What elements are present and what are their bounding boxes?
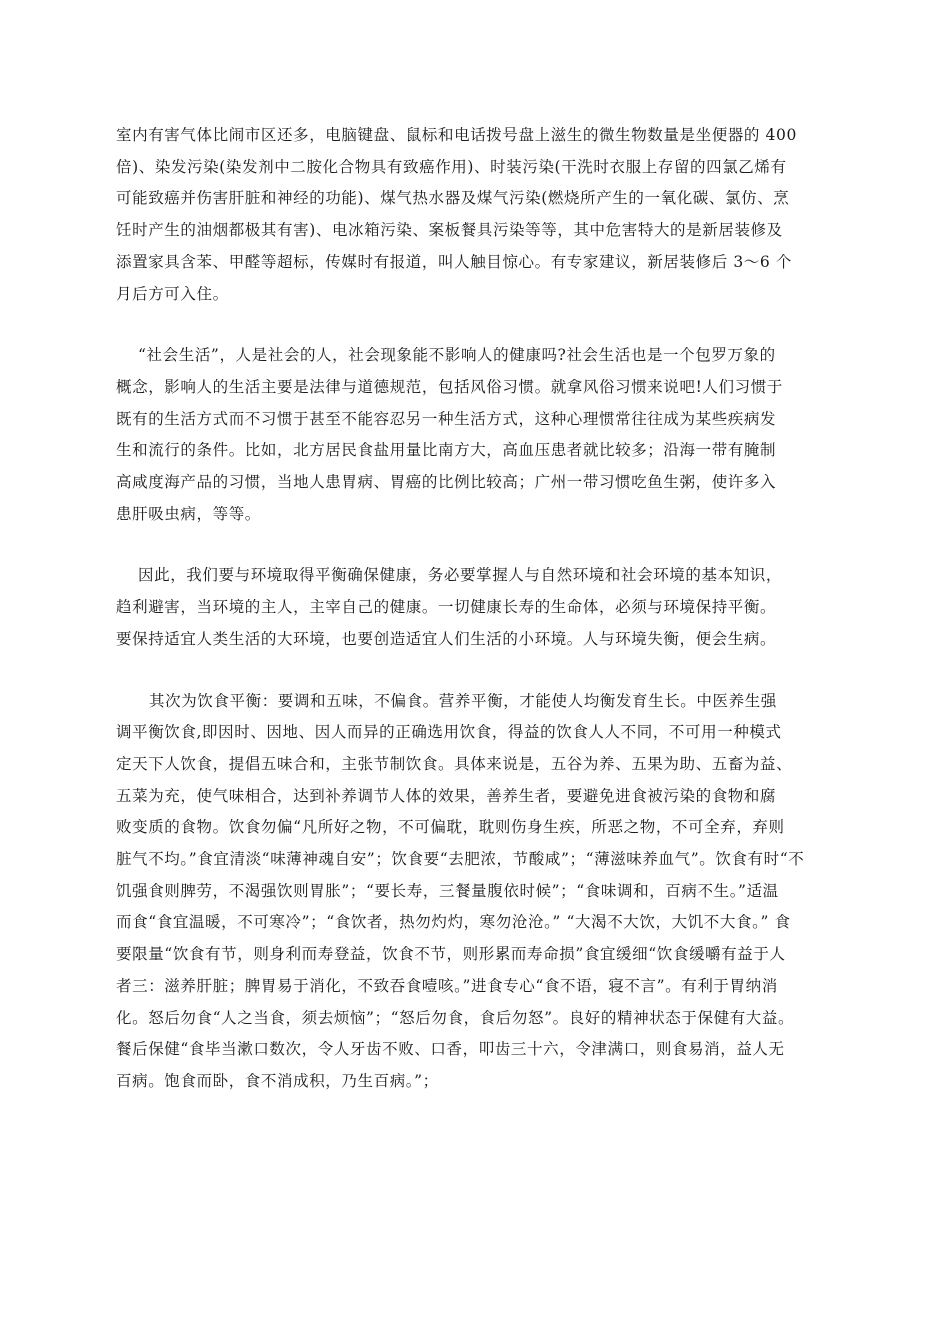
text-line: 败变质的食物。饮食勿偏“凡所好之物，不可偏耽，耽则伤身生疾，所恶之物，不可全弃，弃则: [116, 818, 785, 837]
text-line: 月后方可入住。: [116, 284, 229, 303]
text-line: 患肝吸虫病，等等。: [116, 504, 261, 523]
paragraph-gap: [116, 310, 808, 340]
text-line: 既有的生活方式而不习惯于甚至不能容忍另一种生活方式，这种心理惯常往往成为某些疾病发: [116, 409, 777, 428]
text-line: 脏气不均。”食宜清淡“味薄神魂自安”；饮食要“去肥浓，节酸咸”；“薄滋味养血气”。饮食有时“不: [116, 850, 805, 869]
text-line: 化。怒后勿食“人之当食，须去烦恼”；“怒后勿食，食后勿怒”。良好的精神状态于保健有大益。: [116, 1008, 795, 1027]
text-line: 五菜为充，使气味相合，达到补养调节人体的效果，善养生者，要避免进食被污染的食物和腐: [116, 786, 777, 805]
text-line: 高咸度海产品的习惯，当地人患胃病、胃癌的比例比较高；广州一带习惯吃鱼生粥，使许多入: [116, 473, 777, 492]
text-line: 添置家具含苯、甲醛等超标，传媒时有报道，叫人触目惊心。有专家建议，新居装修后 3～6 个: [116, 252, 792, 271]
text-line: 生和流行的条件。比如，北方居民食盐用量比南方大，高血压患者就比较多；沿海一带有腌制: [116, 441, 777, 460]
text-line: 要限量“饮食有节，则身利而寿登益，饮食不节，则形累而寿命损”食宜缓细“饮食缓嚼有益于人: [116, 945, 786, 964]
paragraph-gap: [116, 530, 808, 560]
text-line: 倍)、染发污染(染发剂中二胺化合物具有致癌作用)、时装污染(干洗时衣服上存留的四氯乙烯有: [116, 157, 787, 176]
text-line: 要保持适宜人类生活的大环境，也要创造适宜人们生活的小环境。人与环境失衡，便会生病。: [116, 629, 777, 648]
text-line: 趋利避害，当环境的主人，主宰自己的健康。一切健康长寿的生命体，必须与环境保持平衡。: [116, 598, 777, 617]
text-line: 定天下人饮食，提倡五味合和，主张节制饮食。具体来说是，五谷为养、五果为助、五畜为益、: [116, 754, 793, 773]
text-line: 调平衡饮食,即因时、因地、因人而异的正确选用饮食，得益的饮食人人不同，不可用一种模式: [116, 723, 782, 742]
paragraph-diet-balance: [116, 686, 808, 1098]
text-line: 百病。饱食而卧，食不消成积，乃生百病。”；: [116, 1071, 439, 1090]
text-line: “社会生活”，人是社会的人，社会现象能不影响人的健康吗?社会生活也是一个包罗万象的: [138, 346, 776, 365]
text-line: 可能致癌并伤害肝脏和神经的功能)、煤气热水器及煤气污染(燃烧所产生的一氧化碳、氯仿、烹: [116, 189, 790, 208]
text-line: 者三：滋养肝脏；脾胃易于消化，不致吞食噎咳。”进食专心“食不语，寝不言”。有利于胃纳消: [116, 976, 778, 995]
text-line: 饥强食则脾劳，不渴强饮则胃胀”；“要长寿，三餐量腹依时候”；“食味调和，百病不生。”适温: [116, 881, 779, 900]
text-line: 饪时产生的油烟都极其有害)、电冰箱污染、案板餐具污染等等，其中危害特大的是新居装修及: [116, 221, 783, 240]
text-line: 概念，影响人的生活主要是法律与道德规范，包括风俗习惯。就拿风俗习惯来说吧!人们习惯于: [116, 377, 783, 396]
paragraph-gap: [116, 656, 808, 686]
paragraph-indoor-pollution: [116, 120, 808, 310]
text-line: 室内有害气体比闹市区还多，电脑键盘、鼠标和电话拨号盘上滋生的微生物数量是坐便器的 400: [116, 126, 797, 144]
text-line: 其次为饮食平衡：要调和五味，不偏食。营养平衡，才能使人均衡发育生长。中医养生强: [149, 691, 777, 710]
text-line: 因此，我们要与环境取得平衡确保健康，务必要掌握人与自然环境和社会环境的基本知识，: [138, 566, 783, 585]
text-line: 而食“食宜温暖，不可寒冷”；“食饮者，热勿灼灼，寒勿沧沧。” “大渴不大饮，大饥不大食。” 食: [116, 913, 791, 932]
text-line: 餐后保健“食毕当漱口数次，令人牙齿不败、口香，叩齿三十六，令津满口，则食易消，益人无: [116, 1040, 785, 1059]
document-body: [116, 120, 808, 1098]
paragraph-environment-balance: [116, 560, 808, 655]
paragraph-social-life: [116, 340, 808, 530]
